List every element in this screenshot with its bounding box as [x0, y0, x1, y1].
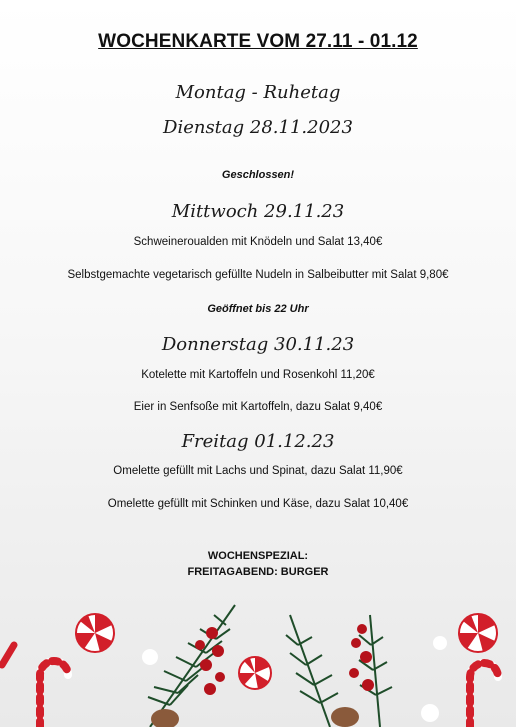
menu-item: Kotelette mit Kartoffeln und Rosenkohl 11,20€	[141, 369, 375, 381]
day-heading-montag: Montag - Ruhetag	[175, 82, 341, 103]
pine-cones	[151, 707, 359, 727]
candy-cane-right	[470, 663, 498, 727]
opening-note: Geöffnet bis 22 Uhr	[207, 303, 309, 315]
menu-item: Omelette gefüllt mit Schinken und Käse, dazu Salat 10,40€	[107, 498, 409, 510]
special-item: FREITAGABEND: BURGER	[187, 566, 329, 578]
menu-title: WOCHENKARTE VOM 27.11 - 01.12	[98, 31, 418, 52]
candy-cane-corner	[2, 645, 14, 665]
peppermint-candy-left	[76, 614, 114, 652]
special-heading: WOCHENSPEZIAL:	[207, 550, 309, 562]
day-heading-freitag: Freitag 01.12.23	[181, 431, 335, 452]
menu-item: Selbstgemachte vegetarisch gefüllte Nudeln in Salbeibutter mit Salat 9,80€	[67, 269, 449, 281]
closed-note: Geschlossen!	[221, 169, 295, 181]
day-heading-dienstag: Dienstag 28.11.2023	[163, 117, 353, 138]
menu-item: Omelette gefüllt mit Lachs und Spinat, dazu Salat 11,90€	[113, 465, 403, 477]
menu-item: Eier in Senfsoße mit Kartoffeln, dazu Salat 9,40€	[133, 401, 383, 413]
peppermint-candy-small	[239, 657, 271, 689]
candy-cane-left	[40, 661, 68, 727]
menu-item: Schweineroualden mit Knödeln und Salat 13,40€	[133, 236, 383, 248]
day-heading-mittwoch: Mittwoch 29.11.23	[171, 201, 345, 222]
fir-branch-left	[148, 605, 235, 727]
christmas-decoration	[0, 585, 516, 727]
peppermint-candy-right	[459, 614, 497, 652]
day-heading-donnerstag: Donnerstag 30.11.23	[161, 334, 355, 355]
